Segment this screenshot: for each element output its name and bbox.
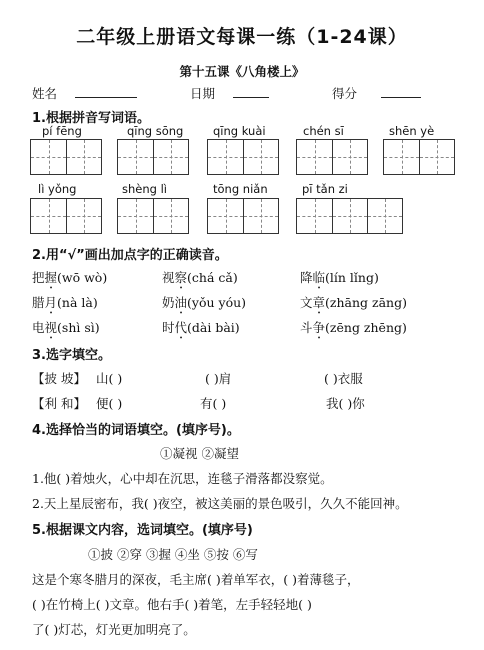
name-blank[interactable]	[75, 85, 137, 98]
pinyin-label: pí fēng	[42, 124, 82, 138]
date-label: 日期	[190, 86, 216, 101]
choice-label: 【利 和】	[32, 396, 86, 411]
name-field[interactable]	[32, 84, 137, 102]
pinyin-label: lì yǒng	[38, 182, 77, 196]
pinyin-label: pī tǎn zi	[302, 182, 348, 196]
passage-line-3[interactable]: 了( )灯芯，灯光更加明亮了。	[32, 622, 196, 637]
q5-heading: 5.根据课文内容，选词填空。(填序号)	[32, 523, 253, 538]
fill-blank-item[interactable]: 我( )你	[326, 396, 365, 411]
q1-heading: 1.根据拼音写词语。	[32, 111, 150, 126]
worksheet-title: 二年级上册语文每课一练（1-24课）	[76, 26, 408, 48]
writing-grid[interactable]	[296, 198, 403, 234]
q4-heading: 4.选择恰当的词语填空。(填序号)。	[32, 423, 240, 438]
passage-line-1[interactable]: 这是个寒冬腊月的深夜，毛主席( )着单军衣，( )着薄毯子，	[32, 572, 360, 587]
writing-grid[interactable]	[30, 139, 102, 175]
date-blank[interactable]	[233, 85, 269, 98]
pinyin-label: chén sī	[303, 124, 344, 138]
pronunciation-item[interactable]: 时代(dài bài)	[162, 320, 240, 335]
writing-grid[interactable]	[296, 139, 368, 175]
word-options: ①披 ②穿 ③握 ④坐 ⑤按 ⑥写	[88, 547, 258, 562]
name-label: 姓名	[32, 86, 58, 101]
fill-blank-item[interactable]: 山( )	[96, 371, 123, 386]
pinyin-label: qīng kuài	[213, 124, 266, 138]
fill-blank-item[interactable]: ( )衣服	[324, 371, 363, 386]
writing-grid[interactable]	[117, 139, 189, 175]
date-field[interactable]	[190, 84, 269, 102]
writing-grid[interactable]	[383, 139, 455, 175]
fill-blank-item[interactable]: ( )肩	[205, 371, 232, 386]
fill-blank-item[interactable]: 便( )	[96, 396, 123, 411]
pronunciation-item[interactable]: 降临(lín lǐng)	[300, 270, 379, 285]
pronunciation-item[interactable]: 文章(zhāng zāng)	[300, 295, 407, 310]
score-field[interactable]	[332, 84, 421, 102]
pronunciation-item[interactable]: 腊月(nà là)	[32, 295, 98, 310]
pronunciation-item[interactable]: 视察(chá cǎ)	[162, 270, 238, 285]
pronunciation-item[interactable]: 电视(shì sì)	[32, 320, 100, 335]
pinyin-label: qīng sōng	[127, 124, 184, 138]
score-label: 得分	[332, 86, 358, 101]
q2-heading: 2.用“√”画出加点字的正确读音。	[32, 248, 228, 263]
pronunciation-item[interactable]: 把握(wō wò)	[32, 270, 108, 285]
pronunciation-item[interactable]: 奶油(yǒu yóu)	[162, 295, 247, 310]
q3-heading: 3.选字填空。	[32, 348, 111, 363]
pinyin-label: shèng lì	[122, 182, 167, 196]
fill-blank-item[interactable]: 有( )	[200, 396, 227, 411]
sentence-1[interactable]: 1.他( )着烛火，心中却在沉思，连毯子滑落都没察觉。	[32, 471, 333, 486]
word-options: ①凝视 ②凝望	[160, 446, 239, 461]
pinyin-label: tōng niǎn	[213, 182, 268, 196]
pinyin-label: shēn yè	[389, 124, 435, 138]
lesson-subtitle: 第十五课《八角楼上》	[179, 64, 305, 79]
writing-grid[interactable]	[30, 198, 102, 234]
writing-grid[interactable]	[207, 139, 279, 175]
choice-label: 【披 坡】	[32, 371, 86, 386]
pronunciation-item[interactable]: 斗争(zēng zhēng)	[300, 320, 407, 335]
writing-grid[interactable]	[117, 198, 189, 234]
passage-line-2[interactable]: ( )在竹椅上( )文章。他右手( )着笔，左手轻轻地( )	[32, 597, 312, 612]
sentence-2[interactable]: 2.天上星辰密布，我( )夜空，被这美丽的景色吸引，久久不能回神。	[32, 496, 408, 511]
score-blank[interactable]	[381, 85, 421, 98]
writing-grid[interactable]	[207, 198, 279, 234]
